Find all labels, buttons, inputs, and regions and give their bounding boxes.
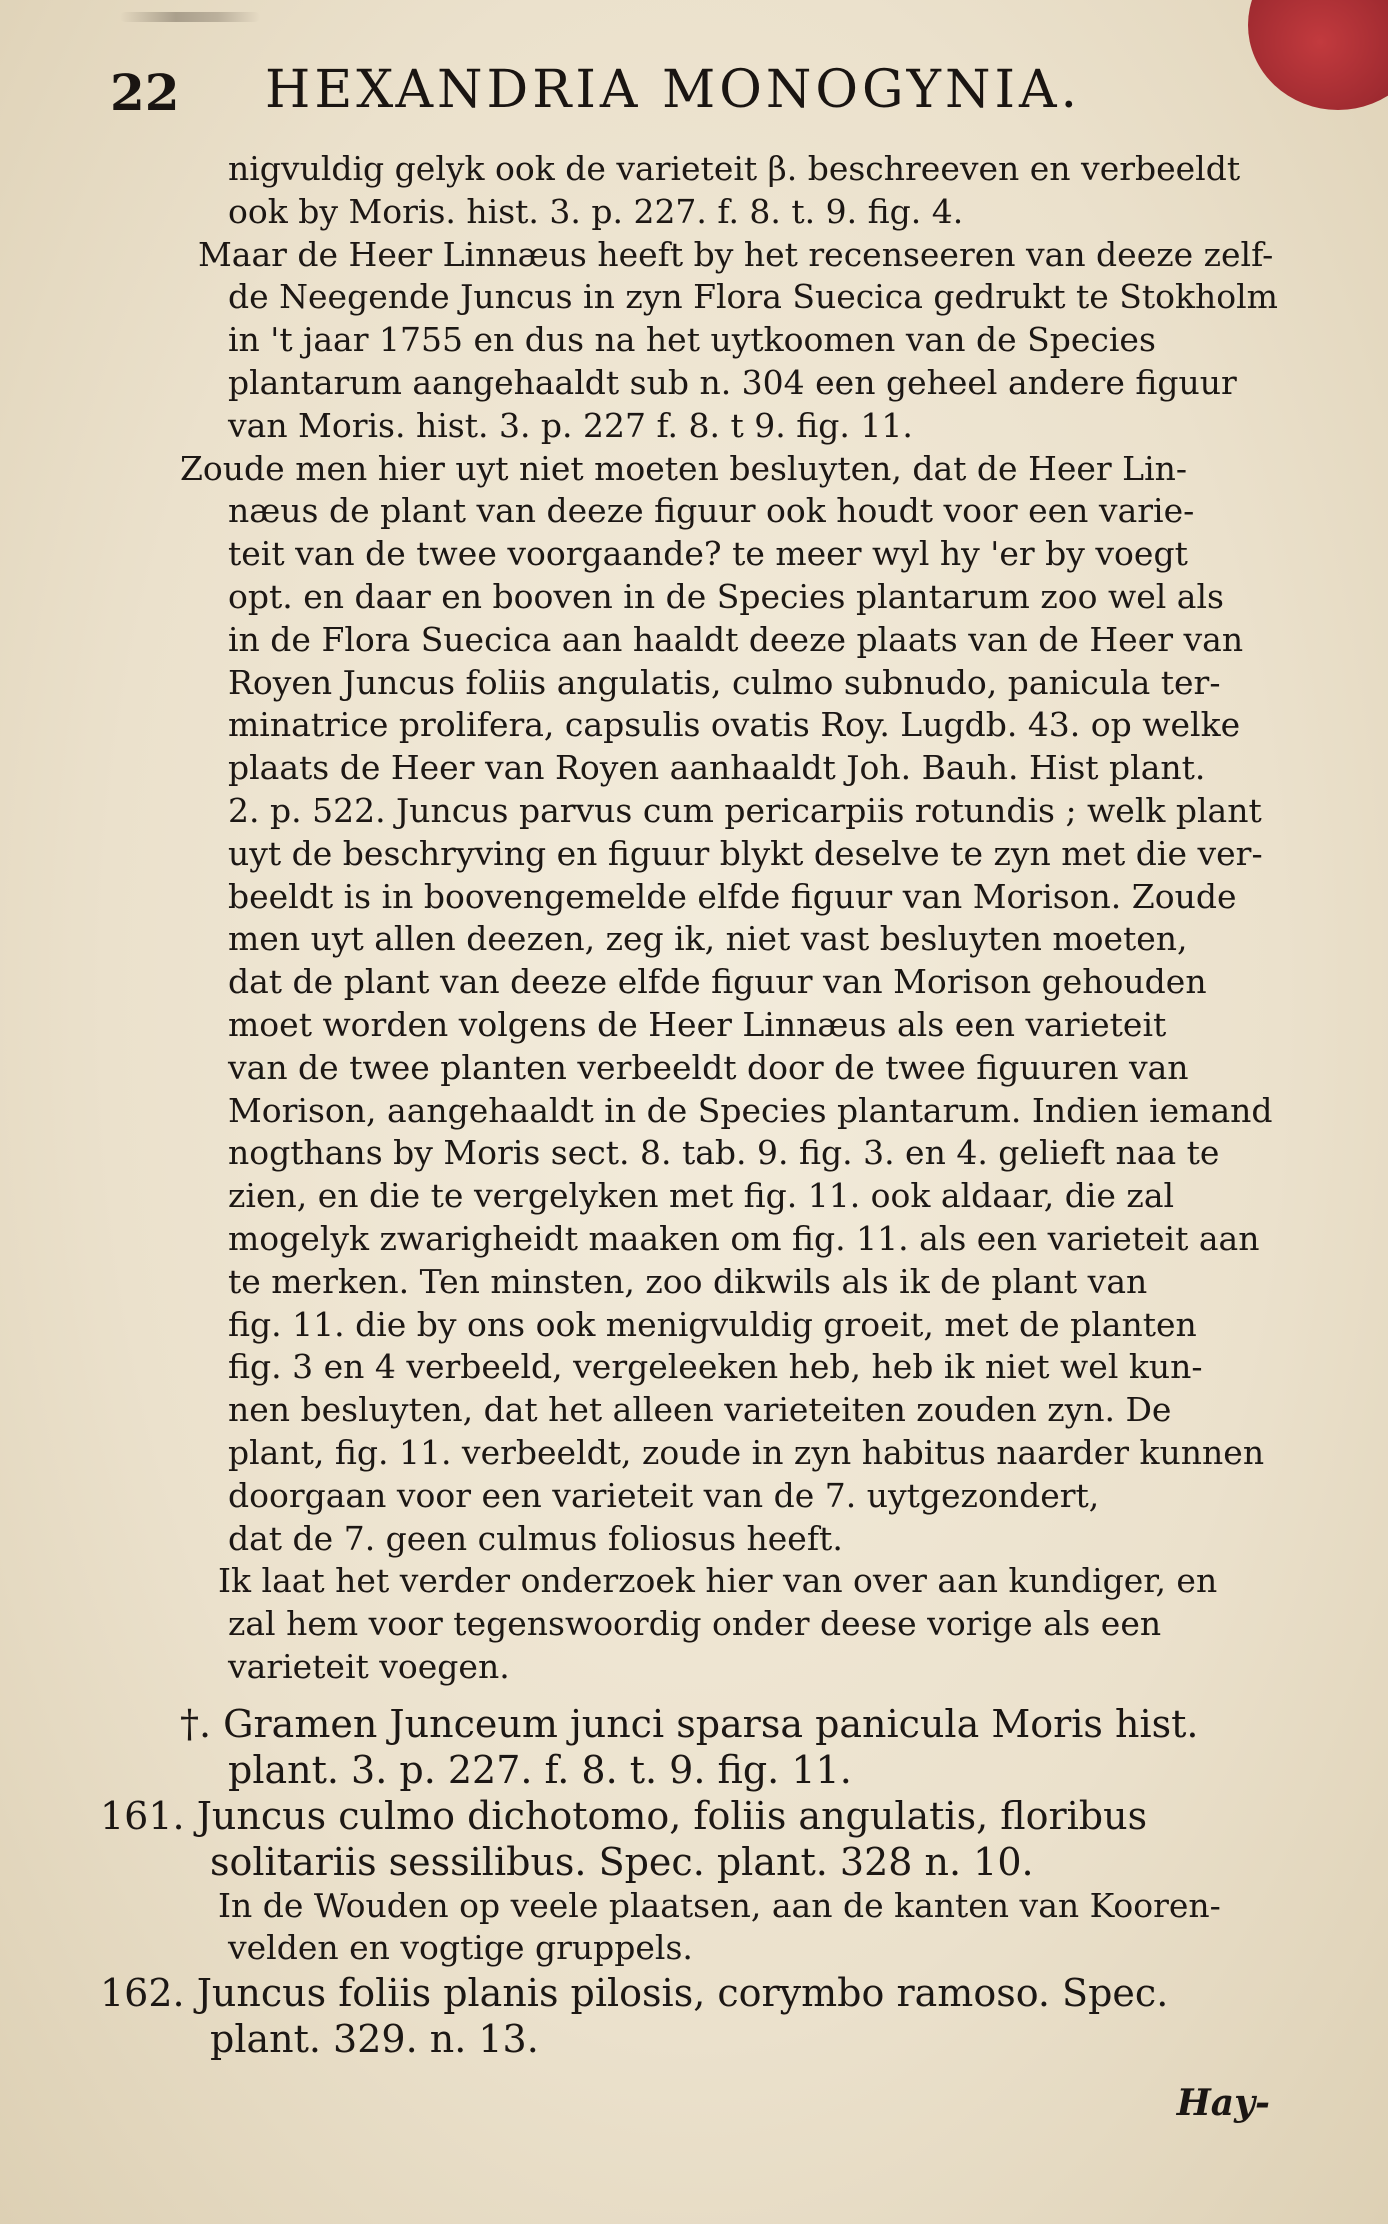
text-line: Maar de Heer Linnæus heeft by het recenseeren van deeze zelf- xyxy=(198,234,1274,274)
text-line: ook by Moris. hist. 3. p. 227. f. 8. t. 9. fig. 4. xyxy=(228,191,964,231)
text-line: zien, en die te vergelyken met fig. 11. ook aldaar, die zal xyxy=(228,1176,1175,1216)
text-line: nen besluyten, dat het alleen varieteiten zouden zyn. De xyxy=(228,1390,1172,1430)
page-header xyxy=(110,55,1230,125)
text-line: beeldt is in boovengemelde elfde figuur van Morison. Zoude xyxy=(228,876,1237,916)
text-line: Morison, aangehaaldt in de Species plantarum. Indien iemand xyxy=(228,1090,1273,1130)
text-line: plant. 3. p. 227. f. 8. t. 9. fig. 11. xyxy=(228,1747,852,1792)
page-number: 22 xyxy=(110,63,180,122)
text-line: men uyt allen deezen, zeg ik, niet vast besluyten moeten, xyxy=(228,919,1188,959)
text-line: minatrice prolifera, capsulis ovatis Roy. Lugdb. 43. op welke xyxy=(228,705,1241,745)
text-line: nogthans by Moris sect. 8. tab. 9. fig. 3. en 4. gelieft naa te xyxy=(228,1133,1220,1173)
text-line: in de Flora Suecica aan haaldt deeze plaats van de Heer van xyxy=(228,619,1244,659)
text-line: mogelyk zwarigheidt maaken om fig. 11. als een varieteit aan xyxy=(228,1218,1260,1258)
entry-heading: 162. Juncus foliis planis pilosis, corymbo ramoso. Spec. xyxy=(100,1971,1169,2016)
text-line: in 't jaar 1755 en dus na het uytkoomen van de Species xyxy=(228,320,1156,360)
text-line: In de Wouden op veele plaatsen, aan de kanten van Kooren- xyxy=(218,1885,1221,1925)
text-line: solitariis sessilibus. Spec. plant. 328 n. 10. xyxy=(210,1839,1034,1884)
text-line: dat de plant van deeze elfde figuur van Morison gehouden xyxy=(228,962,1207,1002)
text-line: van Moris. hist. 3. p. 227 f. 8. t 9. fig. 11. xyxy=(228,405,913,445)
text-line: velden en vogtige gruppels. xyxy=(228,1928,693,1968)
text-line: 2. p. 522. Juncus parvus cum pericarpiis rotundis ; welk plant xyxy=(228,790,1262,830)
text-line: van de twee planten verbeeldt door de twee figuuren van xyxy=(228,1047,1189,1087)
finger-tip xyxy=(1248,0,1388,110)
text-line: næus de plant van deeze figuur ook houdt voor een varie- xyxy=(228,491,1195,531)
entry-heading: 161. Juncus culmo dichotomo, foliis angulatis, floribus xyxy=(100,1793,1148,1838)
text-line: plaats de Heer van Royen aanhaaldt Joh. Bauh. Hist plant. xyxy=(228,748,1206,788)
catchword: Hay- xyxy=(1176,2082,1270,2124)
text-line: de Neegende Juncus in zyn Flora Suecica gedrukt te Stokholm xyxy=(228,277,1278,317)
text-line: fig. 11. die by ons ook menigvuldig groeit, met de planten xyxy=(228,1304,1197,1344)
text-line: plantarum aangehaaldt sub n. 304 een geheel andere figuur xyxy=(228,362,1237,402)
text-line: Zoude men hier uyt niet moeten besluyten, dat de Heer Lin- xyxy=(180,448,1188,488)
entry-heading: †. Gramen Junceum junci sparsa panicula Moris hist. xyxy=(180,1701,1199,1746)
text-line: dat de 7. geen culmus foliosus heeft. xyxy=(228,1518,843,1558)
text-line: nigvuldig gelyk ook de varieteit β. beschreeven en verbeeldt xyxy=(228,149,1241,188)
ink-smudge xyxy=(120,12,260,22)
text-line: te merken. Ten minsten, zoo dikwils als ik de plant van xyxy=(228,1261,1148,1301)
running-title: HEXANDRIA MONOGYNIA. xyxy=(265,60,1082,120)
text-line: doorgaan voor een varieteit van de 7. uytgezondert, xyxy=(228,1475,1100,1515)
text-line: opt. en daar en booven in de Species plantarum zoo wel als xyxy=(228,576,1224,616)
text-line: plant, fig. 11. verbeeldt, zoude in zyn habitus naarder kunnen xyxy=(228,1432,1265,1472)
text-line: plant. 329. n. 13. xyxy=(210,2017,539,2062)
text-line: moet worden volgens de Heer Linnæus als een varieteit xyxy=(228,1004,1167,1044)
text-line: Royen Juncus foliis angulatis, culmo subnudo, panicula ter- xyxy=(228,662,1221,702)
text-line: uyt de beschryving en figuur blykt deselve te zyn met die ver- xyxy=(228,833,1263,873)
text-line: varieteit voegen. xyxy=(228,1646,510,1686)
text-line: Ik laat het verder onderzoek hier van over aan kundiger, en xyxy=(218,1561,1218,1601)
text-line: fig. 3 en 4 verbeeld, vergeleeken heb, heb ik niet wel kun- xyxy=(228,1347,1203,1387)
text-line: teit van de twee voorgaande? te meer wyl hy 'er by voegt xyxy=(228,534,1188,574)
body-text xyxy=(0,148,1388,2062)
text-line: zal hem voor tegenswoordig onder deese vorige als een xyxy=(228,1604,1162,1644)
